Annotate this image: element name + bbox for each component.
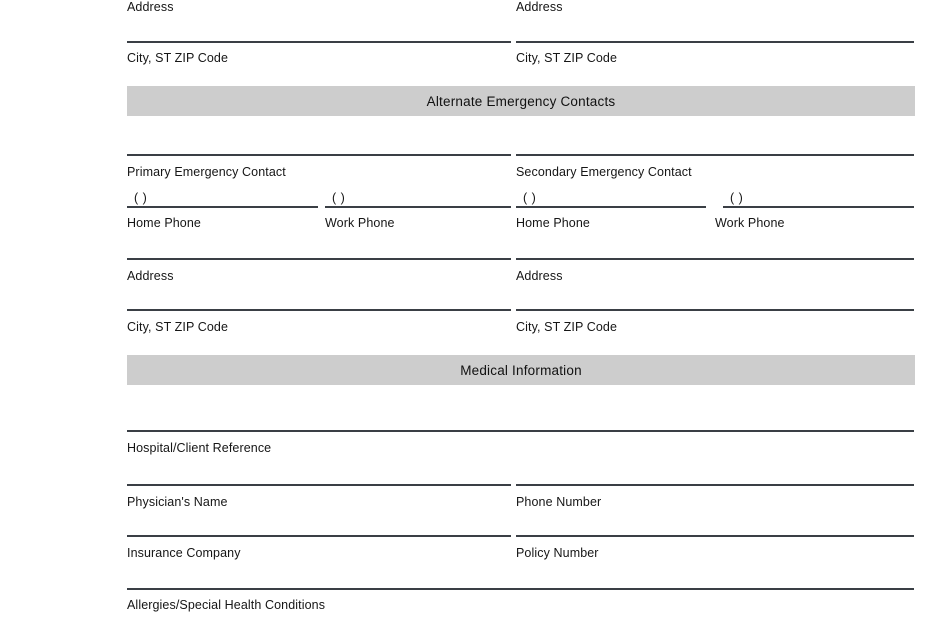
physician-phone-input-line[interactable] [516,484,914,486]
secondary-work-phone-input-line[interactable] [723,206,914,208]
section-header-alternate-title: Alternate Emergency Contacts [426,93,616,109]
secondary-address-label: Address [516,269,563,283]
allergies-input-line[interactable] [127,588,914,590]
address-label-top-right: Address [516,0,563,14]
phone-area-code-parens-secondary-work: ( ) [730,191,744,205]
address-label-top-left: Address [127,0,174,14]
physician-phone-label: Phone Number [516,495,602,509]
primary-home-phone-input-line[interactable] [127,206,318,208]
phone-area-code-parens-secondary-home: ( ) [523,191,537,205]
primary-contact-input-line[interactable] [127,154,511,156]
primary-work-phone-label: Work Phone [325,216,395,230]
policy-number-input-line[interactable] [516,535,914,537]
primary-home-phone-label: Home Phone [127,216,201,230]
primary-address-input-line[interactable] [127,258,511,260]
secondary-contact-input-line[interactable] [516,154,914,156]
section-header-alternate-emergency-contacts [127,86,915,116]
primary-city-label: City, ST ZIP Code [127,320,229,334]
section-header-medical-title: Medical Information [460,362,582,378]
secondary-emergency-contact-label: Secondary Emergency Contact [516,165,692,179]
secondary-city-label: City, ST ZIP Code [516,320,618,334]
insurance-company-label: Insurance Company [127,546,241,560]
insurance-company-input-line[interactable] [127,535,511,537]
secondary-address-input-line[interactable] [516,258,914,260]
physician-name-input-line[interactable] [127,484,511,486]
city-label-top-right: City, ST ZIP Code [516,51,618,65]
hospital-reference-label: Hospital/Client Reference [127,441,272,455]
city-input-line-top-left[interactable] [127,41,511,43]
secondary-work-phone-label: Work Phone [715,216,785,230]
phone-area-code-parens-primary-home: ( ) [134,191,148,205]
secondary-city-input-line[interactable] [516,309,914,311]
primary-emergency-contact-label: Primary Emergency Contact [127,165,286,179]
section-header-medical-information [127,355,915,385]
phone-area-code-parens-primary-work: ( ) [332,191,346,205]
allergies-label: Allergies/Special Health Conditions [127,598,326,612]
secondary-home-phone-label: Home Phone [516,216,590,230]
primary-work-phone-input-line[interactable] [325,206,511,208]
primary-address-label: Address [127,269,174,283]
physician-name-label: Physician's Name [127,495,228,509]
policy-number-label: Policy Number [516,546,599,560]
city-label-top-left: City, ST ZIP Code [127,51,229,65]
hospital-reference-input-line[interactable] [127,430,914,432]
primary-city-input-line[interactable] [127,309,511,311]
city-input-line-top-right[interactable] [516,41,914,43]
secondary-home-phone-input-line[interactable] [516,206,706,208]
